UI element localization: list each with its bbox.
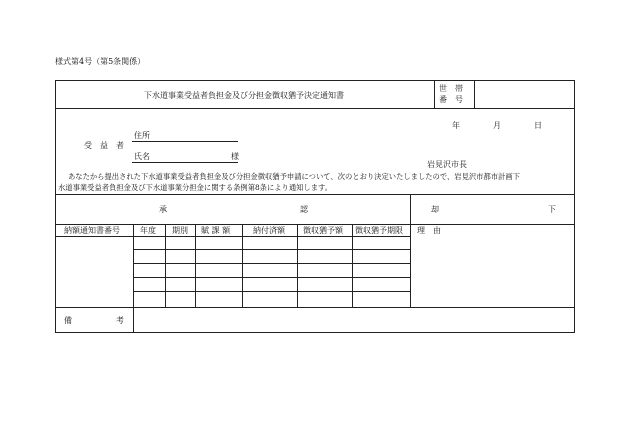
date-month-label: 月 xyxy=(493,121,501,130)
remarks-label-left: 備 xyxy=(64,316,72,325)
col-paid-amount: 納付済額 xyxy=(253,226,285,235)
household-label-line1: 世 帯 xyxy=(439,84,463,93)
form-number: 様式第4号（第5条関係） xyxy=(55,57,146,66)
col-fiscal-year: 年度 xyxy=(140,226,156,235)
address-label: 住所 xyxy=(134,131,150,140)
beneficiary-label: 受 益 者 xyxy=(84,141,124,150)
notice-body-line2: 水道事業受益者負担金及び下水道事業分担金に関する条例第8条により通知します。 xyxy=(58,183,333,192)
col-notice-number: 納額通知書番号 xyxy=(64,226,120,235)
name-label: 氏名 xyxy=(134,152,150,161)
notice-body-line1: あなたから提出された下水道事業受益者負担金及び分担金徴収猶予申請について、次のとおり決定いたしましたので、岩見沢市都市計画下 xyxy=(68,172,520,181)
reason-label: 理 由 xyxy=(417,226,441,235)
honorific-label: 様 xyxy=(231,152,239,161)
approved-label-right: 認 xyxy=(300,205,308,214)
col-assessed-amount: 賦 課 額 xyxy=(201,226,231,235)
name-underline[interactable] xyxy=(132,162,238,163)
table-row[interactable] xyxy=(133,237,410,249)
remarks-field[interactable] xyxy=(134,308,574,332)
notice-form xyxy=(55,80,575,333)
remarks-label-right: 考 xyxy=(116,316,124,325)
household-label-line2: 番 号 xyxy=(439,95,463,104)
rejected-label-right: 下 xyxy=(548,205,556,214)
date-year-label: 年 xyxy=(452,121,460,130)
col-deferral-deadline: 徴収猶予期限 xyxy=(355,226,403,235)
table-row[interactable] xyxy=(133,264,410,277)
form-title: 下水道事業受益者負担金及び分担金徴収猶予決定通知書 xyxy=(144,91,344,100)
col-period: 期別 xyxy=(172,226,188,235)
table-row[interactable] xyxy=(133,292,410,307)
table-row[interactable] xyxy=(133,250,410,263)
table-row[interactable] xyxy=(133,278,410,291)
col-deferred-amount: 徴収猶予額 xyxy=(303,226,343,235)
approved-label-left: 承 xyxy=(159,205,167,214)
rejected-label-left: 却 xyxy=(431,205,439,214)
date-day-label: 日 xyxy=(534,121,542,130)
issuer-label: 岩見沢市長 xyxy=(427,160,467,169)
address-underline[interactable] xyxy=(132,141,238,142)
household-number-field[interactable] xyxy=(475,81,574,108)
